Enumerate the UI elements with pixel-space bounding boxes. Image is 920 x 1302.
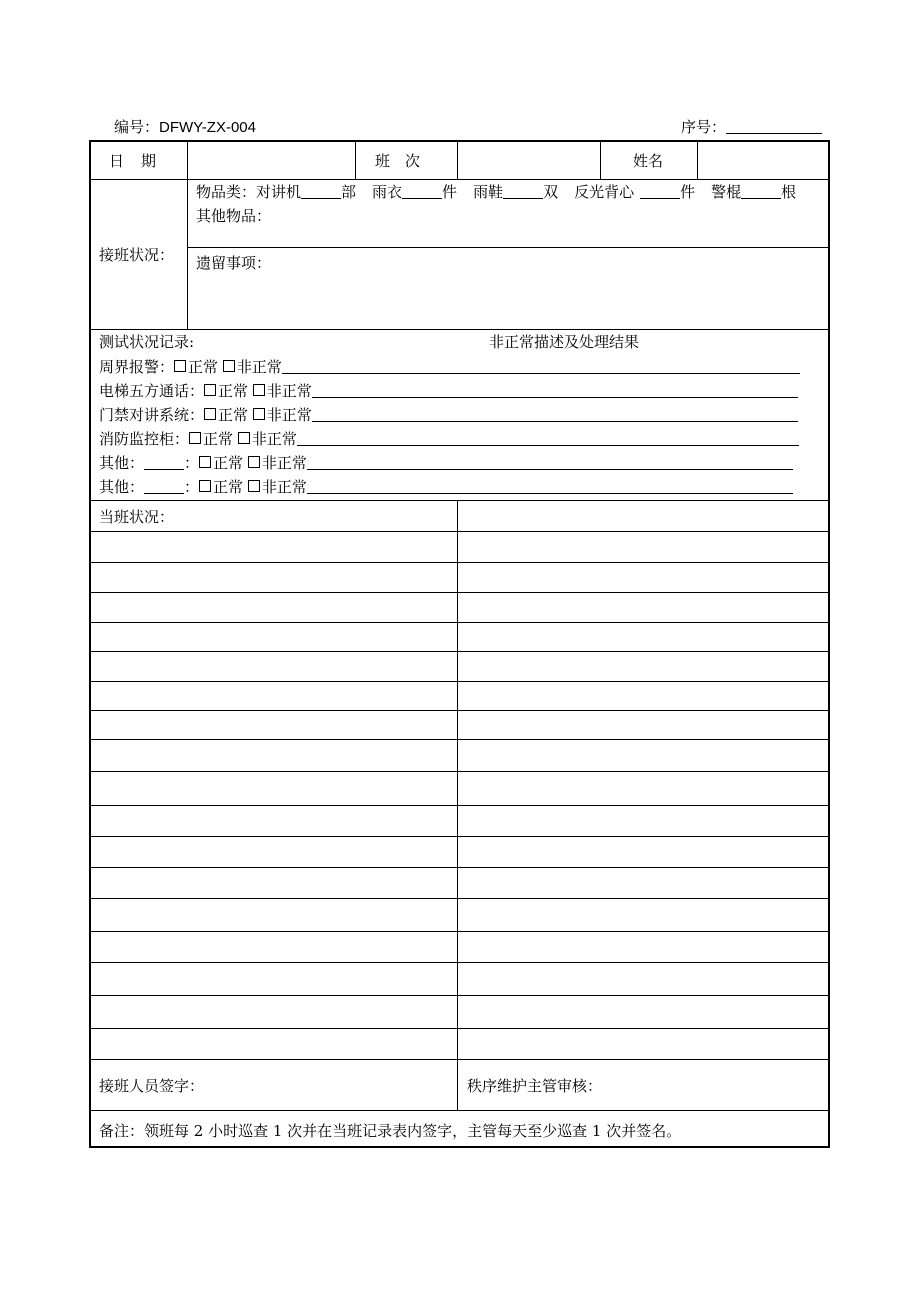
raincoat-label: 雨衣	[372, 183, 403, 201]
raincoat-qty-blank[interactable]	[402, 183, 442, 199]
blank-suffix: ：	[184, 454, 200, 472]
result-line[interactable]	[312, 406, 798, 422]
shift-label: 班 次	[375, 152, 421, 170]
code-label: 编号：	[114, 118, 160, 136]
baton-label: 警棍	[711, 183, 742, 201]
test-row-fire-control-panel	[99, 430, 799, 448]
serial-blank[interactable]	[726, 119, 822, 134]
normal-label: 正常	[213, 478, 244, 496]
abnormal-checkbox[interactable]	[253, 408, 265, 420]
test-title: 测试状况记录:	[99, 333, 195, 351]
abnormal-label: 非正常	[251, 430, 297, 448]
normal-label: 正常	[188, 358, 219, 376]
vest-qty-blank[interactable]	[640, 183, 680, 199]
normal-label: 正常	[213, 454, 244, 472]
baton-qty-blank[interactable]	[741, 183, 781, 199]
date-label: 日 期	[109, 152, 158, 170]
receiver-signature-label: 接班人员签字：	[99, 1077, 205, 1095]
rainboots-unit: 双	[543, 183, 559, 201]
test-row-elevator-intercom	[99, 382, 798, 400]
handover-label: 接班状况：	[99, 246, 175, 264]
test-row-label: 周界报警：	[99, 358, 175, 376]
test-row-other-2	[99, 478, 793, 496]
walkie-unit: 部	[341, 183, 357, 201]
test-row-label: 其他：	[99, 454, 145, 472]
abnormal-label: 非正常	[266, 406, 312, 424]
serial-label: 序号：	[681, 118, 727, 136]
normal-label: 正常	[218, 382, 249, 400]
test-row-label: 门禁对讲系统：	[99, 406, 205, 424]
normal-label: 正常	[218, 406, 249, 424]
abnormal-checkbox[interactable]	[253, 384, 265, 396]
normal-checkbox[interactable]	[174, 360, 186, 372]
test-row-label: 电梯五方通话：	[99, 382, 205, 400]
result-line[interactable]	[312, 382, 798, 398]
test-row-label: 消防监控柜：	[99, 430, 190, 448]
vest-unit: 件	[680, 183, 696, 201]
other-item-blank[interactable]	[144, 478, 184, 494]
test-row-other-1	[99, 454, 793, 472]
serial-number	[681, 116, 822, 137]
normal-checkbox[interactable]	[189, 432, 201, 444]
name-label: 姓名	[633, 152, 664, 170]
result-line[interactable]	[307, 454, 793, 470]
abnormal-label: 非正常	[236, 358, 282, 376]
normal-checkbox[interactable]	[204, 408, 216, 420]
rainboots-qty-blank[interactable]	[503, 183, 543, 199]
vest-label: 反光背心	[574, 183, 635, 201]
normal-label: 正常	[203, 430, 234, 448]
test-row-label: 其他：	[99, 478, 145, 496]
items-prefix: 物品类：对讲机	[196, 183, 302, 201]
rainboots-label: 雨鞋	[473, 183, 504, 201]
result-line[interactable]	[307, 478, 793, 494]
shift-field[interactable]	[459, 144, 598, 177]
result-line[interactable]	[282, 358, 800, 374]
items-line	[196, 183, 796, 201]
shift-record-table	[89, 140, 830, 1148]
baton-unit: 根	[781, 183, 797, 201]
blank-suffix: ：	[184, 478, 200, 496]
normal-checkbox[interactable]	[199, 456, 211, 468]
walkie-qty-blank[interactable]	[301, 183, 341, 199]
document-code	[114, 116, 256, 137]
result-line[interactable]	[297, 430, 799, 446]
abnormal-checkbox[interactable]	[248, 456, 260, 468]
normal-checkbox[interactable]	[204, 384, 216, 396]
test-row-access-intercom	[99, 406, 798, 424]
date-field[interactable]	[189, 144, 353, 177]
other-item-blank[interactable]	[144, 454, 184, 470]
duty-label: 当班状况：	[99, 508, 175, 526]
abnormal-checkbox[interactable]	[248, 480, 260, 492]
abnormal-desc-title: 非正常描述及处理结果	[489, 333, 640, 351]
leftover-label: 遗留事项：	[196, 254, 272, 272]
other-items-label: 其他物品：	[196, 207, 272, 225]
remark-text: 备注：领班每 2 小时巡查 1 次并在当班记录表内签字，主管每天至少巡查 1 次并签名。	[99, 1122, 682, 1140]
abnormal-label: 非正常	[266, 382, 312, 400]
raincoat-unit: 件	[442, 183, 458, 201]
abnormal-label: 非正常	[261, 478, 307, 496]
name-field[interactable]	[699, 144, 827, 177]
supervisor-review-label: 秩序维护主管审核：	[467, 1077, 603, 1095]
abnormal-checkbox[interactable]	[238, 432, 250, 444]
abnormal-checkbox[interactable]	[223, 360, 235, 372]
test-row-perimeter-alarm	[99, 358, 800, 376]
normal-checkbox[interactable]	[199, 480, 211, 492]
abnormal-label: 非正常	[261, 454, 307, 472]
code-value: DFWY-ZX-004	[159, 119, 256, 136]
